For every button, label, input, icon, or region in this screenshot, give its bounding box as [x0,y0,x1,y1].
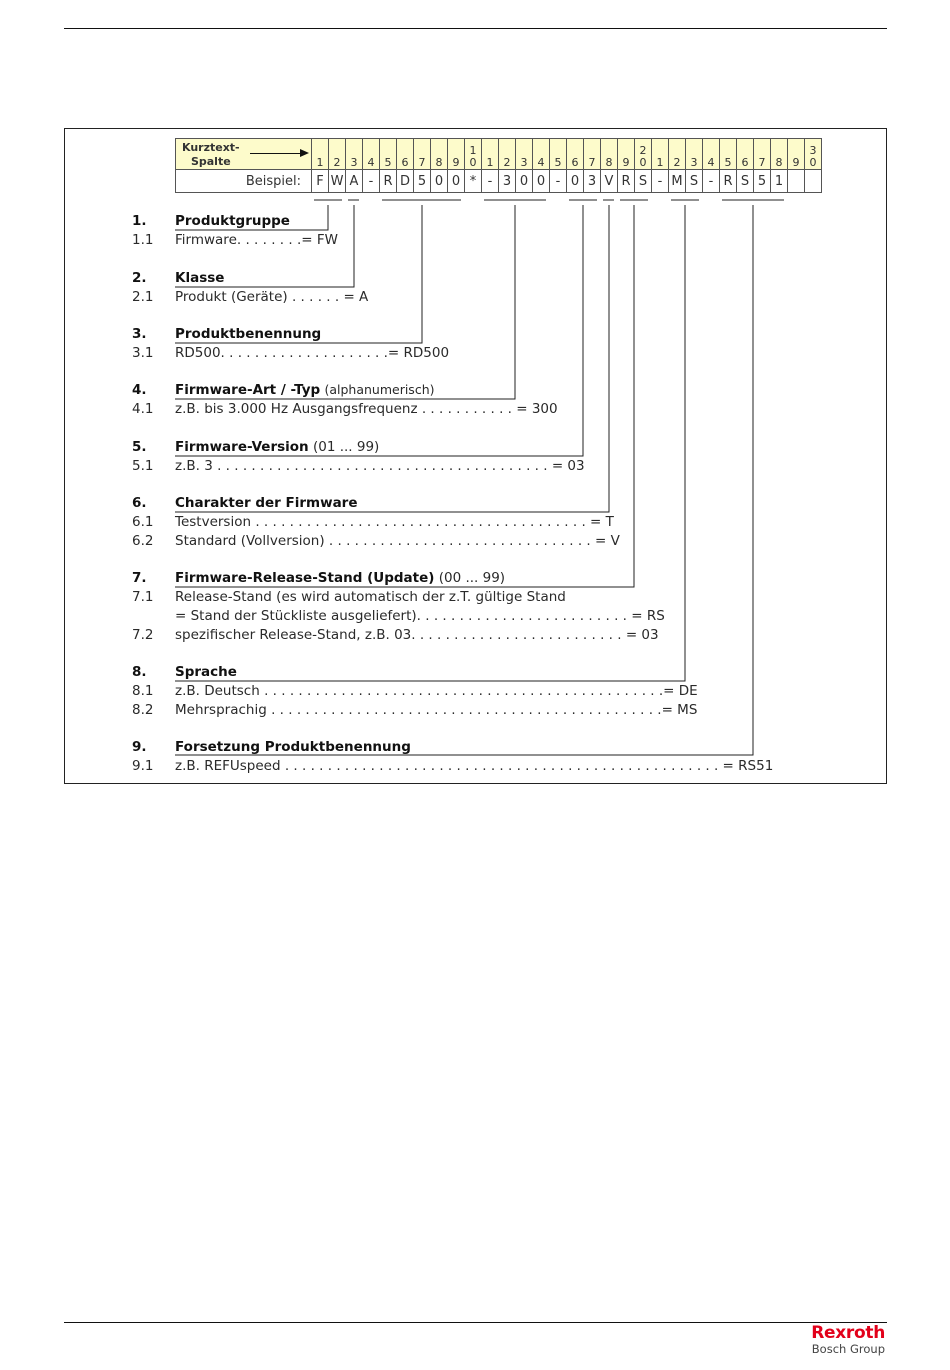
column-number-bottom: 0 [809,156,817,169]
column-number-bottom: 9 [452,156,460,169]
example-char-25: R [720,170,737,193]
example-char-2: W [329,170,346,193]
example-char-24: - [703,170,720,193]
column-number-bottom: 2 [503,156,511,169]
column-number-bottom: 3 [690,156,698,169]
bottom-rule [64,1322,887,1323]
column-number-bottom: 2 [673,156,681,169]
section-title: Firmware-Version [175,439,309,455]
beispiel-label: Beispiel: [176,170,312,193]
example-char-26: S [737,170,754,193]
column-number-top: 3 [809,144,817,157]
item-number: 6.2 [132,533,154,549]
example-char-11: - [482,170,499,193]
section-title: Firmware-Art / -Typ [175,382,321,398]
example-char-6: D [397,170,414,193]
example-char-3: A [346,170,363,193]
item-text: RD500. . . . . . . . . . . . . . . . . . . .= RD500 [175,345,450,361]
example-char-9: 0 [448,170,465,193]
item-text: Testversion . . . . . . . . . . . . . . . . . . . . . . . . . . . . . . . . . . . . . . . = T [175,514,614,530]
brand-name: Rexroth [811,1323,885,1343]
item-text: z.B. REFUspeed . . . . . . . . . . . . . . . . . . . . . . . . . . . . . . . . . . . . . . . . . . . . . . . . . . . = RS51 [175,758,774,774]
section-number: 8. [132,664,147,680]
column-number-bottom: 4 [367,156,375,169]
section-title: Forsetzung Produktbenennung [175,739,411,755]
column-number-bottom: 5 [384,156,392,169]
example-char-23: S [686,170,703,193]
item-number: 1.1 [132,232,154,248]
column-number-bottom: 9 [792,156,800,169]
section-number: 6. [132,495,147,511]
example-char-1: F [312,170,329,193]
section-note: (alphanumerisch) [324,382,435,397]
item-text: Firmware. . . . . . . .= FW [175,232,338,248]
item-text: Mehrsprachig . . . . . . . . . . . . . . . . . . . . . . . . . . . . . . . . . . . . . . . . . . . . . .= MS [175,702,698,718]
column-number-bottom: 1 [486,156,494,169]
item-number: 7.1 [132,589,154,605]
column-number-bottom: 0 [639,156,647,169]
example-char-14: 0 [533,170,550,193]
connector-line-6 [175,200,614,512]
column-number-bottom: 4 [537,156,545,169]
column-number-bottom: 8 [775,156,783,169]
item-text: z.B. bis 3.000 Hz Ausgangsfrequenz . . . . . . . . . . . = 300 [175,401,558,417]
example-char-10: * [465,170,482,193]
section-number: 5. [132,439,147,455]
column-number-bottom: 1 [316,156,324,169]
connector-line-3 [175,200,461,343]
column-number-bottom: 9 [622,156,630,169]
example-char-15: - [550,170,567,193]
section-number: 7. [132,570,147,586]
column-number-bottom: 8 [435,156,443,169]
section-note: (01 ... 99) [312,439,380,455]
section-number: 9. [132,739,147,755]
column-number-bottom: 3 [520,156,528,169]
column-number-bottom: 3 [350,156,358,169]
item-text: z.B. Deutsch . . . . . . . . . . . . . . . . . . . . . . . . . . . . . . . . . . . . . . . . . . . . . . .= DE [175,683,698,699]
item-number: 8.1 [132,683,154,699]
example-char-27: 5 [754,170,771,193]
column-number-bottom: 5 [724,156,732,169]
column-number-bottom: 4 [707,156,715,169]
column-number-top: 2 [639,144,647,157]
example-char-5: R [380,170,397,193]
example-char-4: - [363,170,380,193]
section-number: 4. [132,382,147,398]
spalte-label: Spalte [190,154,231,168]
kurztext-label: Kurztext- [182,140,240,154]
brand-logo [811,1323,885,1355]
section-number: 2. [132,270,147,286]
column-number-bottom: 1 [656,156,664,169]
section-note: (00 ... 99) [438,570,506,586]
example-char-22: M [669,170,686,193]
column-number-bottom: 7 [418,156,426,169]
item-number: 2.1 [132,289,154,305]
connector-line-8 [175,200,699,681]
item-number: 6.1 [132,514,154,530]
example-char-8: 0 [431,170,448,193]
example-char-7: 5 [414,170,431,193]
item-text: z.B. 3 . . . . . . . . . . . . . . . . . . . . . . . . . . . . . . . . . . . . . . . = 03 [175,458,585,474]
example-char-18: V [601,170,618,193]
section-title: Firmware-Release-Stand (Update) [175,570,435,586]
column-number-bottom: 7 [758,156,766,169]
connector-line-5 [175,200,597,456]
item-number: 9.1 [132,758,154,774]
column-number-bottom: 6 [401,156,409,169]
item-text: Standard (Vollversion) . . . . . . . . . . . . . . . . . . . . . . . . . . . . . . . = V [175,533,620,549]
example-char-13: 0 [516,170,533,193]
column-number-top: 1 [469,144,477,157]
column-number-bottom: 6 [571,156,579,169]
item-number: 3.1 [132,345,154,361]
item-number: 8.2 [132,702,154,718]
column-number-bottom: 7 [588,156,596,169]
connector-line-7 [175,200,648,587]
section-title: Produktgruppe [175,213,290,229]
item-text: = Stand der Stückliste ausgeliefert). . . . . . . . . . . . . . . . . . . . . . . . . = RS [175,608,665,624]
column-number-bottom: 0 [469,156,477,169]
example-char-21: - [652,170,669,193]
section-number: 1. [132,213,147,229]
item-text: Release-Stand (es wird automatisch der z.T. gültige Stand [175,589,566,605]
item-text: Produkt (Geräte) . . . . . . = A [175,289,369,305]
example-char-20: S [635,170,652,193]
item-number: 4.1 [132,401,154,417]
example-char-19: R [618,170,635,193]
column-number-bottom: 8 [605,156,613,169]
brand-group: Bosch Group [811,1342,885,1356]
section-number: 3. [132,326,147,342]
example-char-12: 3 [499,170,516,193]
section-title: Produktbenennung [175,326,322,342]
connector-line-1 [175,200,342,230]
item-number: 5.1 [132,458,154,474]
section-title: Sprache [175,664,237,680]
column-number-bottom: 2 [333,156,341,169]
column-number-bottom: 6 [741,156,749,169]
section-title: Klasse [175,270,225,286]
connector-line-9 [175,200,784,755]
connector-line-2 [175,200,359,287]
section-title: Charakter der Firmware [175,495,358,511]
column-number-bottom: 5 [554,156,562,169]
example-char-16: 0 [567,170,584,193]
example-char-17: 3 [584,170,601,193]
item-number: 7.2 [132,627,154,643]
example-char-28: 1 [771,170,788,193]
item-text: spezifischer Release-Stand, z.B. 03. . . . . . . . . . . . . . . . . . . . . . . . . = 03 [175,627,659,643]
